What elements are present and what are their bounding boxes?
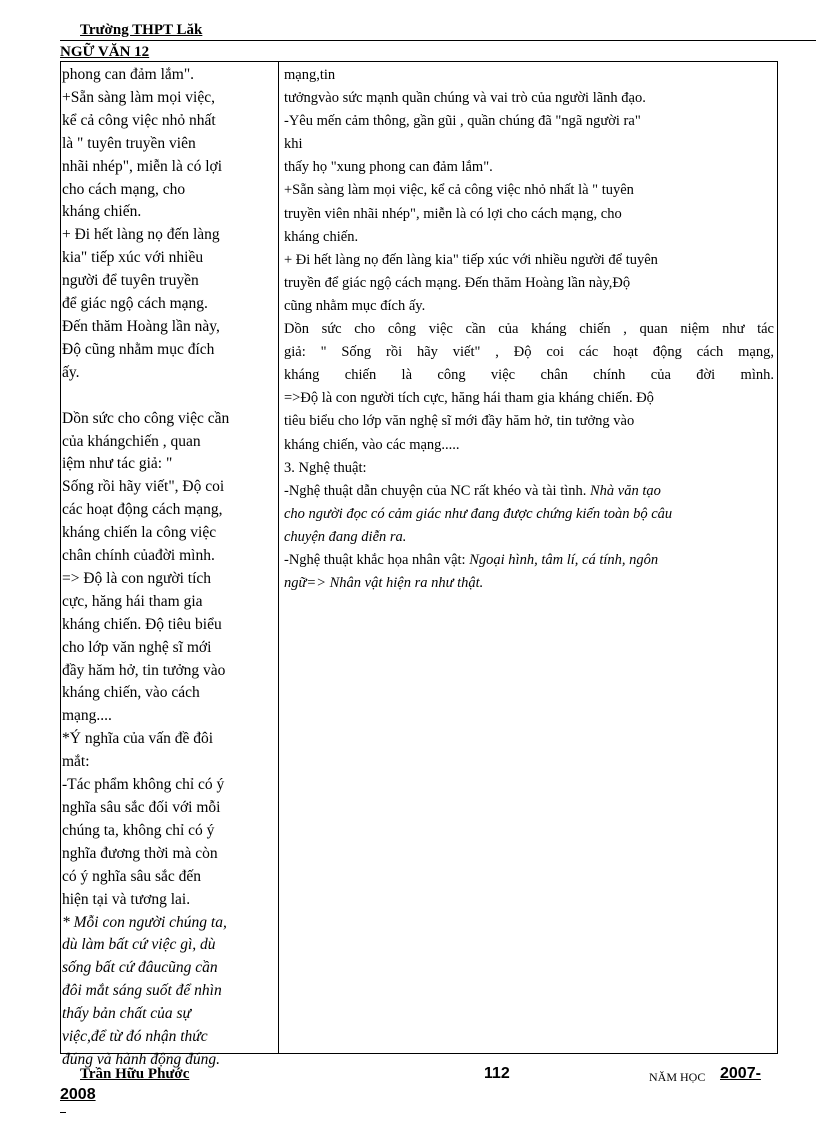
text-line: kể cả công việc nhỏ nhất	[62, 111, 216, 129]
column-divider	[278, 61, 279, 1054]
text-line: truyền viên nhãi nhép", miễn là có lợi cho cách mạng, cho	[284, 205, 622, 222]
text-line: mắt:	[62, 753, 90, 771]
text-line: của khángchiến , quan	[62, 432, 201, 450]
text-line: kia" tiếp xúc với nhiều	[62, 249, 204, 267]
text-line: người để tuyên truyền	[62, 272, 199, 290]
text-line: truyền để giác ngộ cách mạng. Đến thăm Hoàng lần này,Độ	[284, 274, 631, 291]
italic-phrase: cho người đọc có cảm giác như đang được chứng kiến toàn bộ câu	[284, 505, 673, 522]
text-line: kháng chiến.	[284, 228, 359, 245]
text-line: Dồn sức cho công việc cần	[62, 409, 230, 427]
text-line: đôi mắt sáng suốt để nhìn	[62, 982, 222, 1000]
school-year-start: 2007-	[720, 1065, 761, 1082]
header-rule	[60, 40, 816, 41]
text-line: Độ cũng nhằm mục đích	[62, 340, 215, 358]
text-line: -Yêu mến cảm thông, gần gũi , quần chúng đã "ngã người ra"	[284, 113, 641, 130]
text-line: cũng nhằm mục đích ấy.	[284, 297, 426, 314]
text-line: Đến thăm Hoàng lần này,	[62, 317, 220, 335]
text-line: +Sẵn sàng làm mọi việc, kể cả công việc nhỏ nhất là " tuyên	[284, 182, 634, 199]
text-line	[284, 526, 774, 549]
text-line: việc,để từ đó nhận thức	[62, 1028, 208, 1046]
text-line: phong can đảm lắm".	[62, 66, 195, 83]
text-line: đầy hăm hở, tin tưởng vào	[62, 661, 226, 679]
text-line: kháng chiến.	[62, 203, 142, 221]
trailing-dash	[60, 1112, 66, 1113]
text-line: + Đi hết làng nọ đến làng	[62, 226, 220, 244]
school-name: Trường THPT Lăk	[80, 22, 203, 38]
text-line: kháng chiến, vào cách	[62, 684, 200, 702]
text-line	[284, 503, 774, 526]
text-line	[284, 480, 774, 503]
text-line: cực, hăng hái tham gia	[62, 592, 203, 610]
text-line: ấy.	[62, 363, 80, 381]
text-line: có ý nghĩa sâu sắc đến	[62, 867, 202, 885]
text-line: giả: " Sống rồi hãy viết" , Độ coi các hoạt động cách mạng,	[284, 344, 774, 361]
text-line: kháng chiến, vào các mạng.....	[284, 436, 460, 453]
text-line	[284, 572, 774, 595]
italic-phrase: chuyện đang diễn ra.	[284, 528, 407, 545]
text-line: + Đi hết làng nọ đến làng kia" tiếp xúc với nhiều người để tuyên	[284, 251, 658, 268]
text-line: các hoạt động cách mạng,	[62, 501, 223, 519]
text-line: cho cách mạng, cho	[62, 180, 186, 198]
text-line: tưởngvào sức mạnh quần chúng và vai trò của người lãnh đạo.	[284, 90, 646, 107]
left-column	[62, 64, 274, 1072]
text-line: mạng,tin	[284, 67, 336, 83]
text-line: Sống rồi hãy viết", Độ coi	[62, 478, 225, 496]
text-line: iệm như tác giả: "	[62, 455, 173, 473]
text-line: chân chính củađời mình.	[62, 547, 215, 565]
text-line: 3. Nghệ thuật:	[284, 459, 367, 476]
text-line: chúng ta, không chỉ có ý	[62, 821, 215, 839]
text-line: nghĩa sâu sắc đối với mỗi	[62, 799, 221, 816]
text-line	[62, 385, 274, 408]
text-line: kháng chiến là công việc chân chính của đời mình.	[284, 367, 774, 384]
school-year-label: NĂM HỌC	[649, 1070, 706, 1084]
author-name: Trần Hữu Phước	[80, 1066, 190, 1082]
text-line: là " tuyên truyền viên	[62, 134, 196, 152]
plain-phrase: -Nghệ thuật dẫn chuyện của NC rất khéo và tài tình.	[284, 482, 587, 499]
text-line	[284, 549, 774, 572]
text-line: dù làm bất cứ việc gì, dù	[62, 936, 216, 954]
right-column	[284, 64, 774, 595]
text-line: khi	[284, 136, 303, 153]
text-line: nghĩa đương thời mà còn	[62, 844, 218, 862]
text-line: kháng chiến. Độ tiêu biểu	[62, 615, 222, 633]
school-year-end: 2008	[60, 1086, 96, 1103]
text-line: => Độ là con người tích	[62, 569, 212, 587]
italic-phrase: ngữ=> Nhân vật hiện ra như thật.	[284, 575, 484, 592]
text-line: thấy bản chất của sự	[62, 1005, 191, 1023]
italic-phrase: Ngoại hình, tâm lí, cá tính, ngôn	[465, 551, 659, 568]
text-line: +Sẵn sàng làm mọi việc,	[62, 88, 215, 106]
text-line: đúng và hành động đúng.	[62, 1050, 221, 1068]
text-line: sống bất cứ đâucũng cần	[62, 959, 218, 977]
page-number: 112	[484, 1065, 510, 1082]
text-line: nhãi nhép", miễn là có lợi	[62, 157, 223, 175]
text-line: * Mỗi con người chúng ta,	[62, 913, 227, 931]
text-line: để giác ngộ cách mạng.	[62, 295, 208, 313]
text-line: -Tác phẩm không chỉ có ý	[62, 776, 225, 794]
subject-title: NGỮ VĂN 12	[60, 44, 150, 60]
text-line: *Ý nghĩa của vấn đề đôi	[62, 730, 214, 748]
text-line: hiện tại và tương lai.	[62, 890, 191, 908]
plain-phrase: -Nghệ thuật khắc họa nhân vật:	[284, 551, 466, 568]
text-line: mạng....	[62, 707, 112, 725]
text-line: tiêu biểu cho lớp văn nghệ sĩ mới đầy hăm hở, tin tưởng vào	[284, 413, 635, 430]
text-line: Dồn sức cho công việc cần của kháng chiến , quan niệm như tác	[284, 321, 774, 338]
text-line: thấy họ "xung phong can đảm lắm".	[284, 159, 493, 176]
text-line: kháng chiến la công việc	[62, 524, 217, 542]
text-line: cho lớp văn nghệ sĩ mới	[62, 638, 212, 656]
italic-phrase: Nhà văn tạo	[586, 482, 661, 499]
text-line: =>Độ là con người tích cực, hăng hái tham gia kháng chiến. Độ	[284, 390, 654, 407]
